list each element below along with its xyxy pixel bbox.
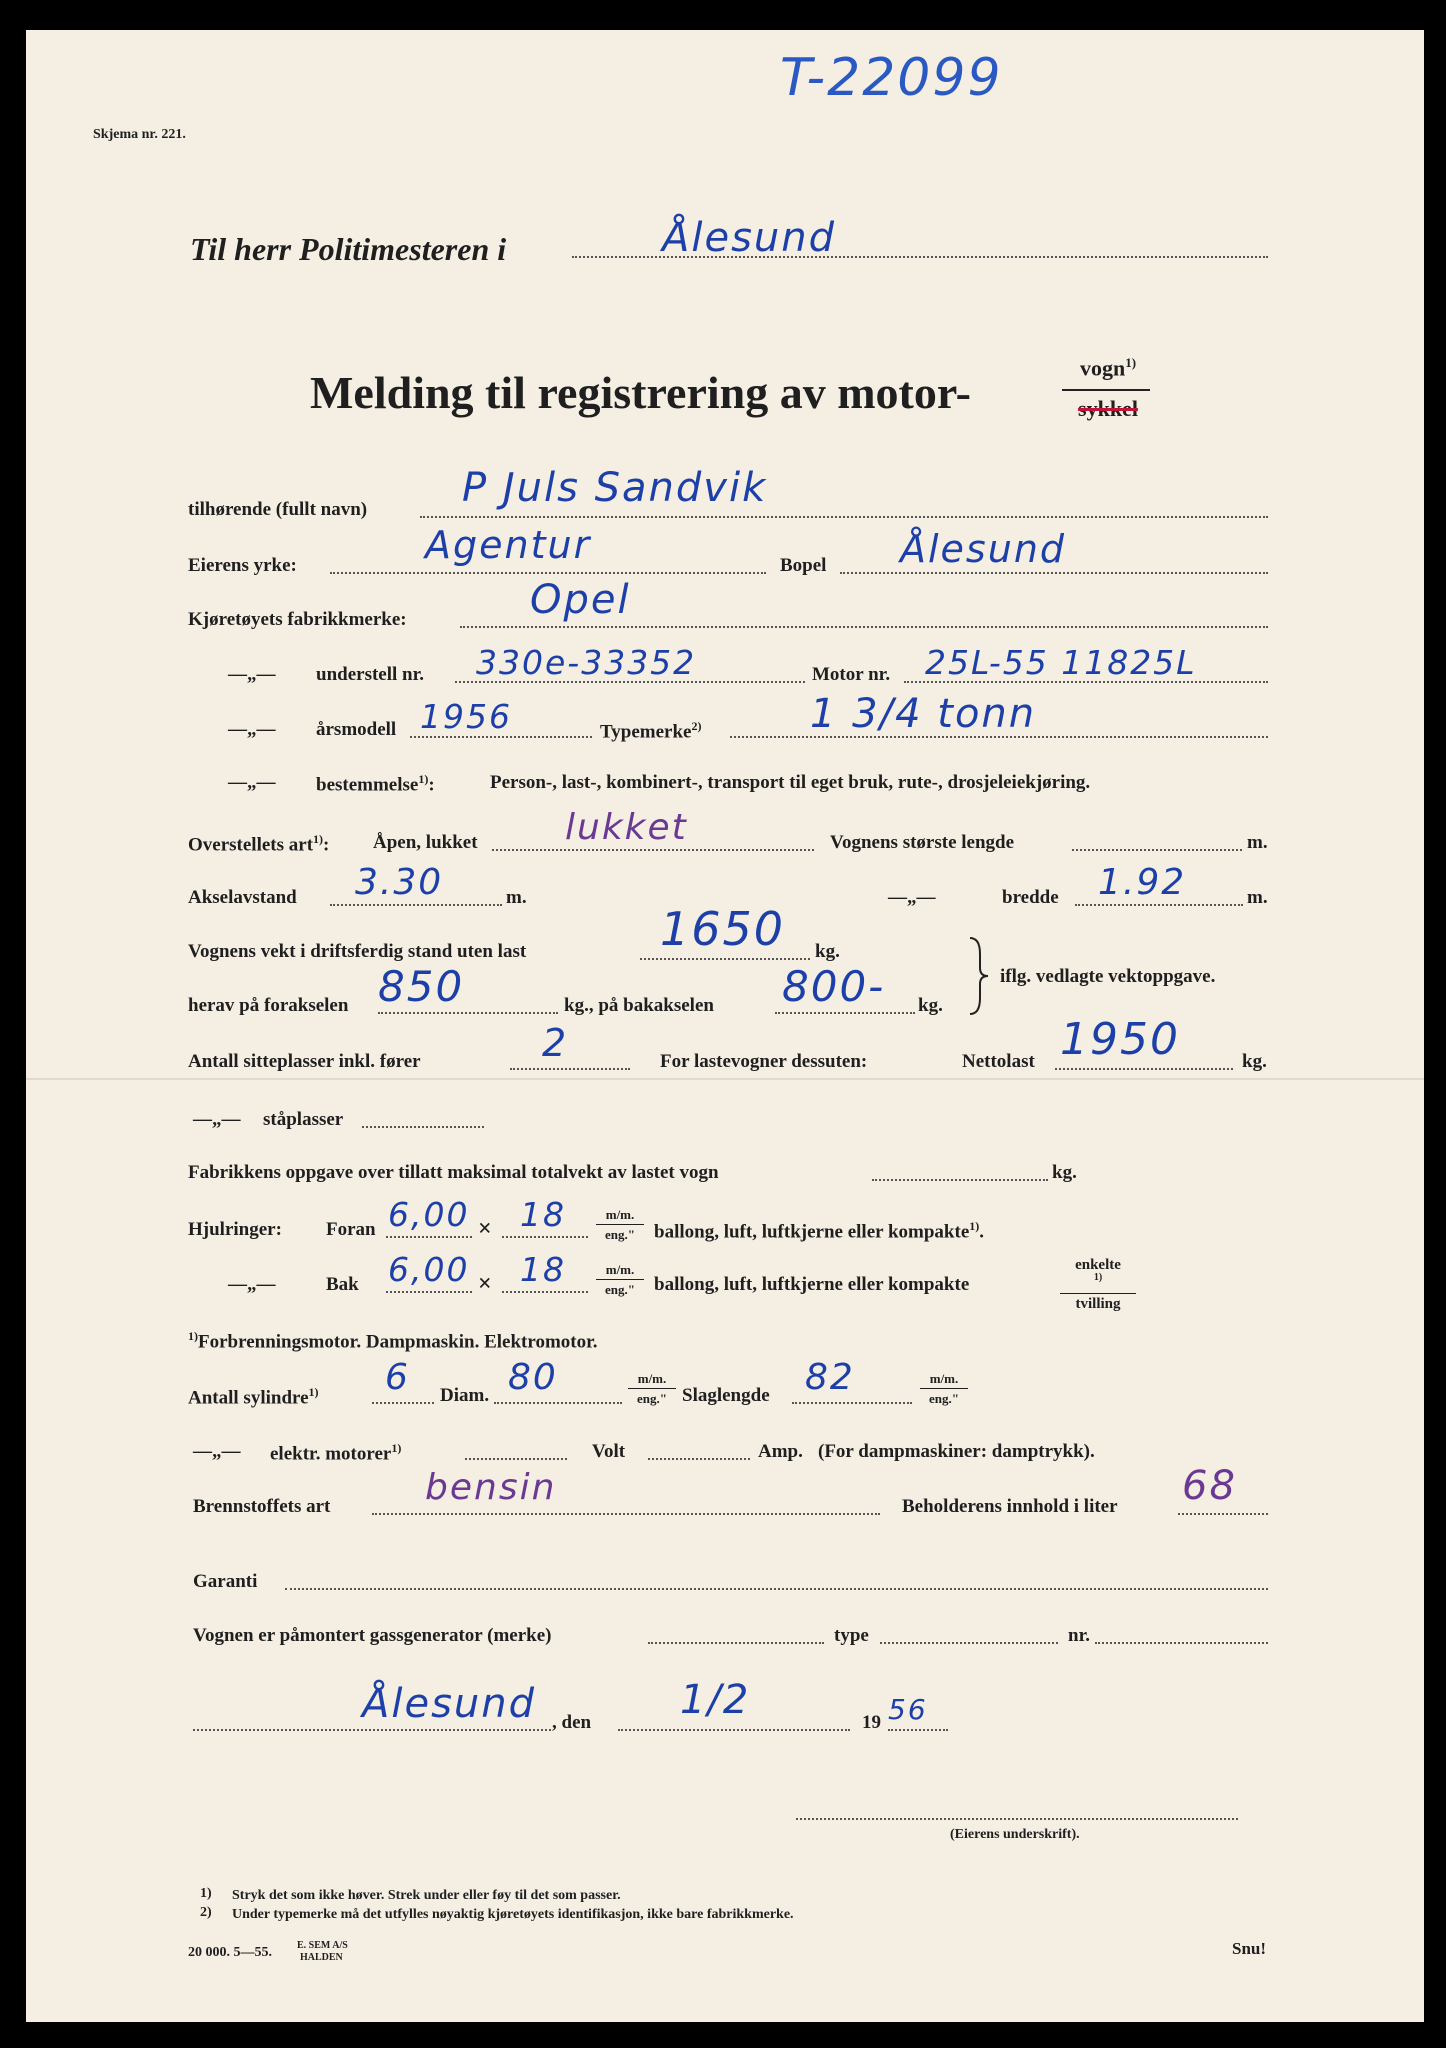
occupation-field[interactable]	[330, 572, 766, 574]
max-length-field[interactable]	[1072, 849, 1242, 851]
residence-field[interactable]	[840, 572, 1268, 574]
tank-field[interactable]	[1178, 1513, 1268, 1515]
gas-type-label: type	[834, 1625, 869, 1646]
body-type-options: Åpen, lukket	[373, 832, 478, 853]
stroke-field[interactable]	[792, 1402, 912, 1404]
signature-field[interactable]	[796, 1818, 1238, 1820]
gas-type-field[interactable]	[880, 1642, 1058, 1644]
print-info: 20 000. 5—55.	[188, 1945, 272, 1960]
wheels-rear-b-field[interactable]	[502, 1291, 588, 1293]
ditto-purpose: —„—	[228, 772, 276, 793]
stroke-label: Slaglengde	[682, 1385, 770, 1406]
weight-brace	[966, 936, 992, 1016]
type-mark-label: Typemerke$^{2)}$	[600, 719, 702, 743]
title-vogn: vogn$^{1)}$	[1079, 355, 1137, 381]
occupation-label: Eierens yrke:	[188, 555, 297, 576]
make-value: Opel	[530, 577, 631, 623]
gas-generator-label: Vognen er påmontert gassgenerator (merke)	[193, 1625, 552, 1646]
footnote-2-mark: 2)	[200, 1905, 212, 1920]
purpose-options: Person-, last-, kombinert-, transport til eget bruk, rute-, drosjeleiekjøring.	[490, 772, 1091, 793]
gas-nr-field[interactable]	[1095, 1642, 1268, 1644]
body-type-label: Overstellets art$^{1)}$:	[188, 832, 330, 856]
rear-axle-unit: kg.	[918, 995, 943, 1016]
front-axle-unit: kg., på bakakselen	[564, 995, 714, 1016]
printer-line-1: E. SEM A/S	[297, 1940, 348, 1951]
front-axle-label: herav på forakselen	[188, 995, 349, 1016]
wheels-label: Hjulringer:	[188, 1219, 282, 1240]
fuel-label: Brennstoffets art	[193, 1496, 331, 1517]
ditto-model-year: —„—	[228, 719, 276, 740]
form-paper	[26, 30, 1424, 2022]
tank-value: 68	[1182, 1463, 1237, 1509]
wheelbase-value: 3.30	[355, 862, 444, 903]
engine-types: $^{1)}$Forbrenningsmotor. Dampmaskin. Elektromotor.	[188, 1329, 598, 1353]
ditto-chassis: —„—	[228, 664, 276, 685]
wheels-front-times: ×	[478, 1216, 492, 1242]
ditto-electric: —„—	[193, 1441, 241, 1462]
max-total-field[interactable]	[872, 1179, 1048, 1181]
wheels-front-b-value: 18	[520, 1195, 566, 1234]
addressee-label: Til herr Politimesteren i	[190, 231, 507, 267]
net-load-value: 1950	[1060, 1014, 1180, 1065]
residence-value: Ålesund	[900, 527, 1067, 571]
amp-label: Amp.	[758, 1441, 803, 1462]
date-den-label: , den	[552, 1712, 592, 1733]
net-load-field[interactable]	[1055, 1068, 1233, 1070]
seats-value: 2	[542, 1021, 569, 1065]
cylinders-value: 6	[385, 1357, 410, 1398]
make-field[interactable]	[460, 626, 1268, 628]
make-label: Kjøretøyets fabrikkmerke:	[188, 609, 407, 630]
wheels-front-b-field[interactable]	[502, 1236, 588, 1238]
form-title: Melding til registrering av motor-	[310, 367, 971, 418]
wheels-rear-types: ballong, luft, luftkjerne eller kompakte	[654, 1274, 970, 1295]
printer-line-2: HALDEN	[300, 1952, 343, 1963]
wheels-rear-a-value: 6,00	[388, 1250, 470, 1289]
tank-label: Beholderens innhold i liter	[902, 1496, 1118, 1517]
max-total-label: Fabrikkens oppgave over tillatt maksimal totalvekt av lastet vogn	[188, 1162, 719, 1183]
purpose-label: bestemmelse$^{1)}$:	[316, 772, 435, 796]
wheels-front-a-field[interactable]	[386, 1236, 472, 1238]
wheels-front-label: Foran	[326, 1219, 376, 1240]
title-sykkel: sykkel	[1078, 396, 1138, 421]
cylinders-label: Antall sylindre$^{1)}$	[188, 1385, 319, 1409]
type-mark-value: 1 3/4 tonn	[810, 691, 1037, 737]
wheels-rear-label: Bak	[326, 1274, 359, 1295]
gas-nr-label: nr.	[1068, 1625, 1091, 1646]
wheels-rear-b-value: 18	[520, 1250, 566, 1289]
wheelbase-unit: m.	[506, 887, 527, 908]
trucks-label: For lastevogner dessuten:	[660, 1051, 868, 1072]
front-axle-field[interactable]	[378, 1012, 558, 1014]
cylinders-field[interactable]	[372, 1402, 434, 1404]
width-value: 1.92	[1098, 862, 1187, 903]
width-field[interactable]	[1075, 904, 1243, 906]
rear-axle-field[interactable]	[775, 1012, 915, 1014]
wheels-front-a-value: 6,00	[388, 1195, 470, 1234]
ditto-width: —„—	[888, 887, 936, 908]
weight-label: Vognens vekt i driftsferdig stand uten last	[188, 941, 527, 962]
width-unit: m.	[1247, 887, 1268, 908]
net-load-label: Nettolast	[962, 1051, 1035, 1072]
fuel-field[interactable]	[372, 1513, 880, 1515]
guarantee-label: Garanti	[193, 1571, 258, 1592]
file-number-handwritten: T-22099	[780, 48, 1003, 108]
residence-label: Bopel	[780, 555, 827, 576]
weight-value: 1650	[660, 902, 786, 956]
fuel-value: bensin	[425, 1467, 557, 1508]
volt-label: Volt	[592, 1441, 626, 1462]
guarantee-field[interactable]	[285, 1588, 1268, 1590]
wheels-rear-unit: m/m. eng."	[596, 1263, 644, 1296]
wheelbase-label: Akselavstand	[188, 887, 297, 908]
title-fraction-bar	[1062, 389, 1150, 391]
chassis-label: understell nr.	[316, 664, 425, 685]
diam-value: 80	[508, 1357, 558, 1398]
addressee-value: Ålesund	[662, 215, 837, 261]
owner-field[interactable]	[420, 516, 1268, 518]
footnote-1-text: Stryk det som ikke høver. Strek under eller føy til det som passer.	[232, 1888, 621, 1903]
occupation-value: Agentur	[425, 523, 592, 567]
body-type-field[interactable]	[492, 849, 814, 851]
place-value: Ålesund	[362, 1681, 537, 1727]
wheels-rear-times: ×	[478, 1271, 492, 1297]
footnote-2-text: Under typemerke må det utfylles nøyaktig kjøretøyets identifikasjon, ikke bare fabrikkmerke.	[232, 1907, 794, 1922]
volt-field[interactable]	[648, 1458, 750, 1460]
max-length-label: Vognens største lengde	[830, 832, 1015, 853]
turn-over-label: Snu!	[1232, 1939, 1267, 1958]
wheelbase-field[interactable]	[330, 904, 502, 906]
front-axle-value: 850	[378, 962, 465, 1011]
electric-motors-field[interactable]	[465, 1458, 567, 1460]
wheels-rear-single-twin: enkelte $^{1)}$ tvilling	[1060, 1258, 1136, 1312]
weight-unit: kg.	[815, 941, 840, 962]
seats-field[interactable]	[510, 1068, 630, 1070]
footnote-1-mark: 1)	[200, 1886, 212, 1901]
model-year-label: årsmodell	[316, 719, 397, 740]
year-field[interactable]	[888, 1729, 948, 1731]
wheels-front-unit: m/m. eng."	[596, 1208, 644, 1241]
wheels-front-types: ballong, luft, luftkjerne eller kompakte$^{1)}$.	[654, 1219, 985, 1243]
wheels-rear-a-field[interactable]	[386, 1291, 472, 1293]
fold-line	[26, 1078, 1424, 1080]
rear-axle-value: 800-	[782, 962, 886, 1011]
ditto-wheels-rear: —„—	[228, 1274, 276, 1295]
schema-number: Skjema nr. 221.	[93, 127, 186, 142]
max-length-unit: m.	[1247, 832, 1268, 853]
chassis-value: 330e-33352	[476, 643, 697, 682]
standing-field[interactable]	[362, 1126, 484, 1128]
year-prefix: 19	[862, 1712, 881, 1733]
model-year-value: 1956	[420, 697, 512, 736]
electric-label: elektr. motorer$^{1)}$	[270, 1441, 402, 1465]
model-year-field[interactable]	[410, 736, 592, 738]
stroke-unit: m/m. eng."	[920, 1372, 968, 1405]
place-field[interactable]	[193, 1729, 551, 1731]
max-total-unit: kg.	[1052, 1162, 1077, 1183]
weight-field[interactable]	[640, 958, 810, 960]
gas-generator-field[interactable]	[648, 1642, 824, 1644]
diam-label: Diam.	[440, 1385, 490, 1406]
seats-label: Antall sitteplasser inkl. fører	[188, 1051, 421, 1072]
signature-label: (Eierens underskrift).	[950, 1827, 1080, 1842]
diam-unit: m/m. eng."	[628, 1372, 676, 1405]
stroke-value: 82	[805, 1357, 855, 1398]
standing-label: ståplasser	[263, 1109, 344, 1130]
width-label: bredde	[1002, 887, 1059, 908]
date-field[interactable]	[618, 1729, 850, 1731]
diam-field[interactable]	[494, 1402, 622, 1404]
weight-note: iflg. vedlagte vektoppgave.	[1000, 966, 1216, 987]
body-type-value: lukket	[565, 807, 688, 848]
motor-nr-value: 25L-55 11825L	[925, 643, 1197, 682]
net-load-unit: kg.	[1242, 1051, 1267, 1072]
ditto-standing: —„—	[193, 1109, 241, 1130]
owner-label: tilhørende (fullt navn)	[188, 499, 368, 520]
year-value: 56	[888, 1693, 928, 1726]
steam-pressure-label: (For dampmaskiner: damptrykk).	[818, 1441, 1095, 1462]
owner-value: P Juls Sandvik	[462, 465, 768, 511]
date-value: 1/2	[680, 1677, 751, 1723]
motor-nr-label: Motor nr.	[812, 664, 891, 685]
